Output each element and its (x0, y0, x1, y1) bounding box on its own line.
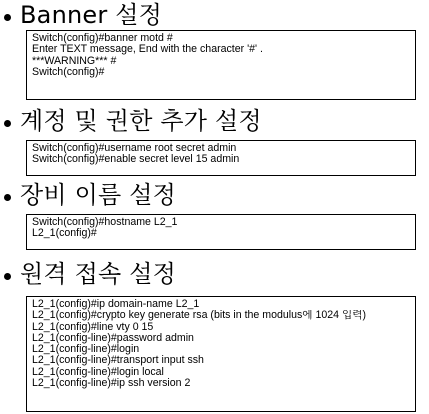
code-block (26, 140, 416, 176)
section-heading (4, 106, 262, 136)
section-heading (4, 180, 176, 210)
section-heading (4, 0, 162, 30)
code-line: L2_1(config-line)#login (32, 344, 140, 356)
code-line: L2_1(config-line)#transport input ssh (32, 355, 204, 367)
code-line: L2_1(config)# (32, 228, 97, 240)
code-line: L2_1(config-line)#login local (32, 366, 164, 378)
code-block (26, 214, 416, 250)
code-line: L2_1(config)#line vty 0 15 (32, 321, 154, 333)
code-line: Switch(config)#banner motd # (32, 33, 173, 44)
code-block (26, 296, 416, 412)
section-heading (4, 259, 176, 289)
code-line: Switch(config)#hostname L2_1 (32, 217, 178, 228)
section-title: 원격 접속 설정 (20, 260, 176, 288)
section-title: 계정 및 권한 추가 설정 (20, 107, 262, 135)
code-line: Switch(config)# (32, 66, 105, 78)
code-line: Switch(config)#username root secret admin (32, 143, 237, 154)
code-line: ***WARNING*** # (32, 55, 117, 67)
bullet-icon (4, 194, 11, 201)
bullet-icon (4, 273, 11, 280)
bullet-icon (4, 120, 11, 127)
code-line: Switch(config)#enable secret level 15 admin (32, 154, 240, 166)
section-title: 장비 이름 설정 (20, 181, 176, 209)
section-title: Banner 설정 (20, 1, 163, 29)
code-block (26, 30, 416, 100)
code-line: L2_1(config)#ip domain-name L2_1 (32, 299, 200, 310)
code-line: L2_1(config-line)#ip ssh version 2 (32, 378, 191, 390)
code-line: L2_1(config-line)#password admin (32, 332, 194, 344)
code-line: L2_1(config)#crypto key generate rsa (bits in the modulus에 1024 입력) (32, 310, 366, 322)
code-line: Enter TEXT message, End with the character '#' . (32, 44, 263, 56)
bullet-icon (4, 14, 11, 21)
